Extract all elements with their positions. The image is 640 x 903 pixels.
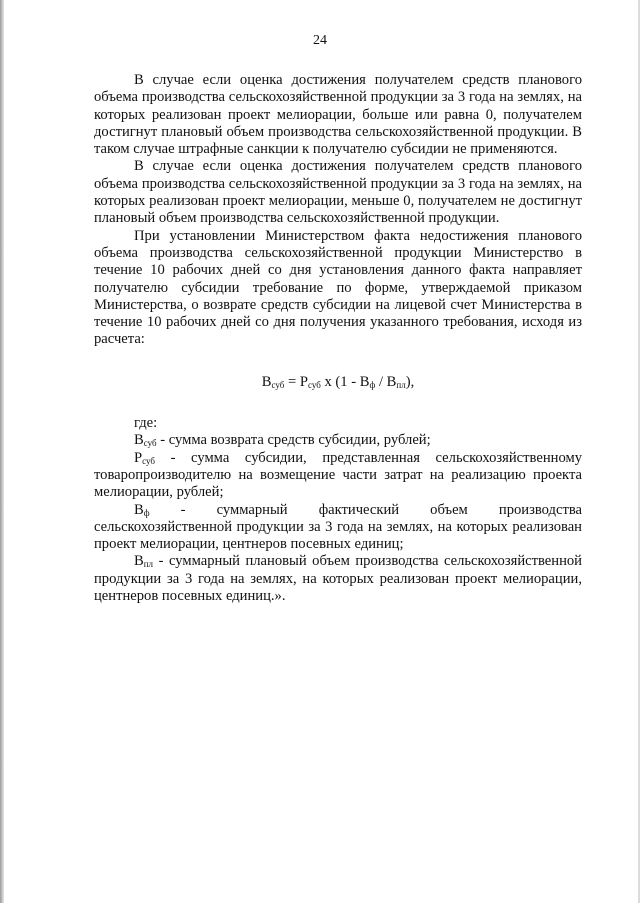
- paragraph-return-requirement: При установлении Министерством факта недостижения планового объема производства сельскохозяйственной продукции Министерство в течение 10 рабочих дней со дня установления данного факта направляет получателю субсидии требование по форме, утверждаемой приказом Министерства, о возврате средств субсидии на лицевой счет Министерства в течение 10 рабочих дней со дня получения указанного требования, исходя из расчета:: [94, 227, 582, 348]
- paragraph-plan-not-achieved: В случае если оценка достижения получателем средств планового объема производства сельскохозяйственной продукции за 3 года на землях, на которых реализован проект мелиорации, меньше 0, получателем не достигнут плановый объем производства сельскохозяйственной продукции.: [94, 158, 582, 227]
- definition-v-f: [94, 502, 582, 554]
- definition-v-f-index: ф: [143, 507, 150, 518]
- formula-end: ),: [405, 373, 415, 390]
- page-number: 24: [313, 33, 327, 48]
- paragraph-penalty-not-applied: В случае если оценка достижения получателем средств планового объема производства сельскохозяйственной продукции за 3 года на землях, на которых реализован проект мелиорации, больше или равна 0, получателем достигнут плановый объем производства сельскохозяйственной продукции. В таком случае штрафные санкции к получателю субсидии не применяются.: [94, 72, 582, 158]
- formula: [94, 374, 582, 391]
- definition-r-sub-index: суб: [142, 455, 155, 466]
- scan-left-edge: [0, 0, 4, 903]
- formula-r: Р: [299, 373, 308, 390]
- definition-v-sub-symbol: В: [134, 432, 144, 449]
- definition-r-sub-text: - сумма субсидии, представленная сельскохозяйственному товаропроизводителю на возмещение части затрат на реализацию проекта мелиорации, рублей;: [94, 449, 582, 501]
- formula-eq: =: [284, 373, 300, 390]
- definition-v-pl-text: - суммарный плановый объем производства сельскохозяйственной продукции за 3 года на землях, на которых реализован проект мелиорации, центнеров посевных единиц.».: [94, 553, 582, 605]
- definition-r-sub: [94, 450, 582, 502]
- formula-slash: / В: [375, 373, 397, 390]
- document-body: [94, 72, 582, 605]
- formula-sub-pl: пл: [396, 379, 406, 390]
- where-label: где:: [134, 415, 158, 432]
- definition-v-sub-index: суб: [143, 438, 157, 449]
- definition-v-pl-index: пл: [143, 559, 154, 570]
- definition-v-f-text: - суммарный фактический объем производства сельскохозяйственной продукции за 3 года на землях, на которых реализован проект мелиорации, центнеров посевных единиц;: [94, 501, 582, 553]
- definition-v-sub-text: - сумма возврата средств субсидии, рублей;: [156, 432, 431, 449]
- definition-v-f-symbol: В: [134, 501, 144, 518]
- formula-sub-f: ф: [369, 379, 376, 390]
- definition-v-pl: [94, 553, 582, 605]
- formula-mid: х (1 - В: [320, 373, 370, 390]
- definition-r-sub-symbol: Р: [134, 449, 143, 466]
- definition-v-sub: [94, 432, 582, 449]
- definition-v-pl-symbol: В: [134, 553, 144, 570]
- formula-v: В: [261, 373, 272, 390]
- formula-sub-v: суб: [271, 379, 285, 390]
- formula-sub-r: суб: [307, 379, 321, 390]
